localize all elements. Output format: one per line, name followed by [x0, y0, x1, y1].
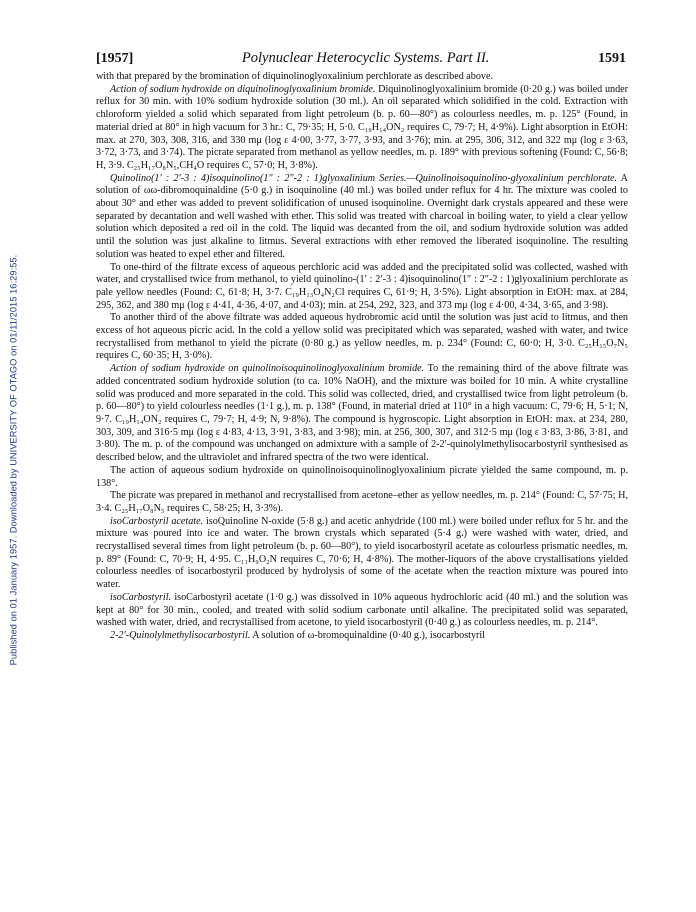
paragraph — [96, 490, 628, 515]
paragraph-text: isoCarbostyril acetate (1·0 g.) was dissolved in 10% aqueous hydrochloric acid (40 ml.) and the solution was kept at 80° for 30 min., cooled, and treated with solid sodium carbonate until alkaline. The precipitated solid was separated, washed with water, dried, and recrystallised from acetone, to yield isocarbostyril (0·40 g.) as colourless needles, m. p. 214°. — [96, 591, 628, 629]
section-heading: Action of sodium hydroxide on quinolinoisoquinolinoglyoxalinium bromide. — [110, 363, 425, 375]
section-heading: Action of sodium hydroxide on diquinolinoglyoxalinium bromide. — [110, 83, 376, 95]
paragraph — [96, 465, 628, 490]
paragraph — [96, 363, 628, 465]
section-heading: Quinolino(1′ : 2′-3 : 4)isoquinolino(1″ : 2″-2 : 1)glyoxalinium Series.—Quinolinoisoquinolino-glyoxalinium perchlorate. — [110, 172, 618, 184]
paragraph — [96, 516, 628, 592]
section-heading: isoCarbostyril acetate. — [110, 515, 204, 527]
paragraph-text: To another third of the above filtrate was added aqueous hydrobromic acid until the solution was just acid to litmus, and then excess of hot aqueous picric acid. In the cold a yellow solid was precipitated which was separated, washed with water, and twice recrystallised from methanol to yield the picrate (0·80 g.) as yellow needles, m. p. 234° (Found: C, 60·0; H, 3·0. C₂₅H₁₅O₇N₅ requires C, 60·35; H, 3·0%). — [96, 312, 628, 362]
download-notice-text: Published on 01 January 1957. Downloaded by UNIVERSITY OF OTAGO on 01/11/2015 16:29:55. — [8, 254, 19, 666]
paragraph — [96, 71, 628, 84]
paragraph — [96, 630, 628, 643]
paragraph — [96, 173, 628, 262]
paragraph-text: A solution of ωω-dibromoquinaldine (5·0 g.) in isoquinoline (40 ml.) was boiled under reflux for 4 hr. The mixture was cooled to about 30° and ether was added to prevent solidification of unused isoquinoline. Overnight dark crystals appeared and these were separated by decantation and well washed with ether. This solid was treated with charcoal in boiling water, to yield a clear yellow solution which deposited a red oil in the cold. The liquid was decanted from the oil, and sodium hydroxide solution was added until the solution was just alkaline to litmus. Several extractions with ether removed the liberated isoquinoline. The resulting solution was heated to expel ether and filtered. — [96, 172, 628, 260]
paragraph-text: To one-third of the filtrate excess of aqueous perchloric acid was added and the precipitated solid was collected, washed with water, and crystallised twice from methanol, to yield quinolino-(1′ : 2′-3 : 4)isoquinolino(1″ : 2″-2 : 1)glyoxalinium perchlorate as pale yellow needles (Found: C, 61·8; H, 3·7. C₁₉H₁₃O₄N₂Cl requires C, 61·9; H, 3·5%). Light absorption in EtOH: max. at 284, 295, 362, and 380 mμ (log ε 4·41, 4·36, 4·07, and 4·03); min. at 254, 292, 323, and 373 mμ (log ε 4·00, 4·34, 3·65, and 3·98). — [96, 261, 628, 311]
paragraph-text: Diquinolinoglyoxalinium bromide (0·20 g.) was boiled under reflux for 30 min. with 10% sodium hydroxide solution (30 ml.). An oil separated which solidified in the cold. Extraction with chloroform yielded a solid which separated from light petroleum (b. p. 60—80°) as colourless needles, m. p. 125° (Found, in material dried at 80° in high vacuum for 3 hr.: C, 79·35; H, 5·0. C₁₉H₁₄ON₂ requires C, 79·7; H, 4·9%). Light absorption in EtOH: max. at 270, 303, 308, 316, and 330 mμ (log ε 4·00, 3·77, 3·77, 3·93, and 3·76); min. at 295, 306, 312, and 322 mμ (log ε 3·63, 3·72, 3·73, and 3·74). The picrate separated from methanol as yellow needles, m. p. 189° with previous softening (Found: C, 56·8; H, 3·9. C₂₅H₁₇O₈N₅,CH₄O requires C, 57·0; H, 3·8%). — [96, 83, 628, 171]
paragraph-text: The action of aqueous sodium hydroxide on quinolinoisoquinolinoglyoxalinium picrate yielded the same compound, m. p. 138°. — [96, 464, 628, 489]
paragraph-text: with that prepared by the bromination of diquinolinoglyoxalinium perchlorate as described above. — [96, 71, 494, 82]
paragraph-text: The picrate was prepared in methanol and recrystallised from acetone–ether as yellow needles, m. p. 214° (Found: C, 57·75; H, 3·4. C₂₅H₁₇O₈N₅ requires C, 58·25; H, 3·3%). — [96, 490, 628, 514]
page-number: 1591 — [598, 51, 626, 66]
section-heading: 2-2′-Quinolylmethylisocarbostyril. — [110, 629, 251, 641]
paragraph-text: To the remaining third of the above filtrate was added concentrated sodium hydroxide solution (to ca. 10% NaOH), and the mixture was boiled for 10 min. A white crystalline solid was produced and more separated in the cold. This solid was collected, dried, and crystallised twice from light petroleum (b. p. 60—80°) to yield colourless needles (1·1 g.), m. p. 138° (Found, in material dried at 110° in a high vacuum: C, 79·6; H, 5·1; N, 9·7. C₁₉H₁₄ON₂ requires C, 79·7; H, 4·9; N, 9·8%). The compound is hygroscopic. Light absorption in EtOH: max. at 234, 280, 303, 309, and 316·5 mμ (log ε 4·83, 4·13, 3·91, 3·83, and 3·98); min. at 256, 300, 307, and 312·5 mμ (log ε 3·83, 3·86, 3·81, and 3·80). The m. p. of the compound was unchanged on admixture with a sample of 2-2′-quinolylmethylisocarbostyril synthesised as described below, and the ultraviolet and infrared spectra of the two were identical. — [96, 363, 628, 464]
journal-year: [1957] — [96, 51, 134, 66]
paragraph — [96, 84, 628, 173]
paragraph-text: A solution of ω-bromoquinaldine (0·40 g.), isocarbostyril — [250, 629, 486, 641]
paragraph — [96, 592, 628, 630]
article-body — [96, 71, 628, 643]
paragraph-text: isoQuinoline N-oxide (5·8 g.) and acetic anhydride (100 ml.) were boiled under reflux for 5 hr. and the mixture was poured into ice and water. The brown crystals which separated (5·4 g.) were washed with water, dried, and recrystallised several times from light petroleum (b. p. 60—80°), to yield isocarbostyril acetate as colourless prismatic needles, m. p. 89° (Found: C, 70·9; H, 4·95. C₁₁H₉O₂N requires C, 70·6; H, 4·8%). The mother-liquors of the above crystallisations yielded colourless needles of isocarbostyril produced by hydrolysis of some of the acetate when the reaction mixture was poured into water. — [96, 515, 628, 591]
download-notice — [6, 160, 20, 760]
section-heading: isoCarbostyril. — [110, 591, 172, 603]
paragraph — [96, 312, 628, 363]
running-header — [96, 50, 626, 67]
running-title: Polynuclear Heterocyclic Systems. Part II. — [241, 50, 490, 66]
paragraph — [96, 262, 628, 313]
